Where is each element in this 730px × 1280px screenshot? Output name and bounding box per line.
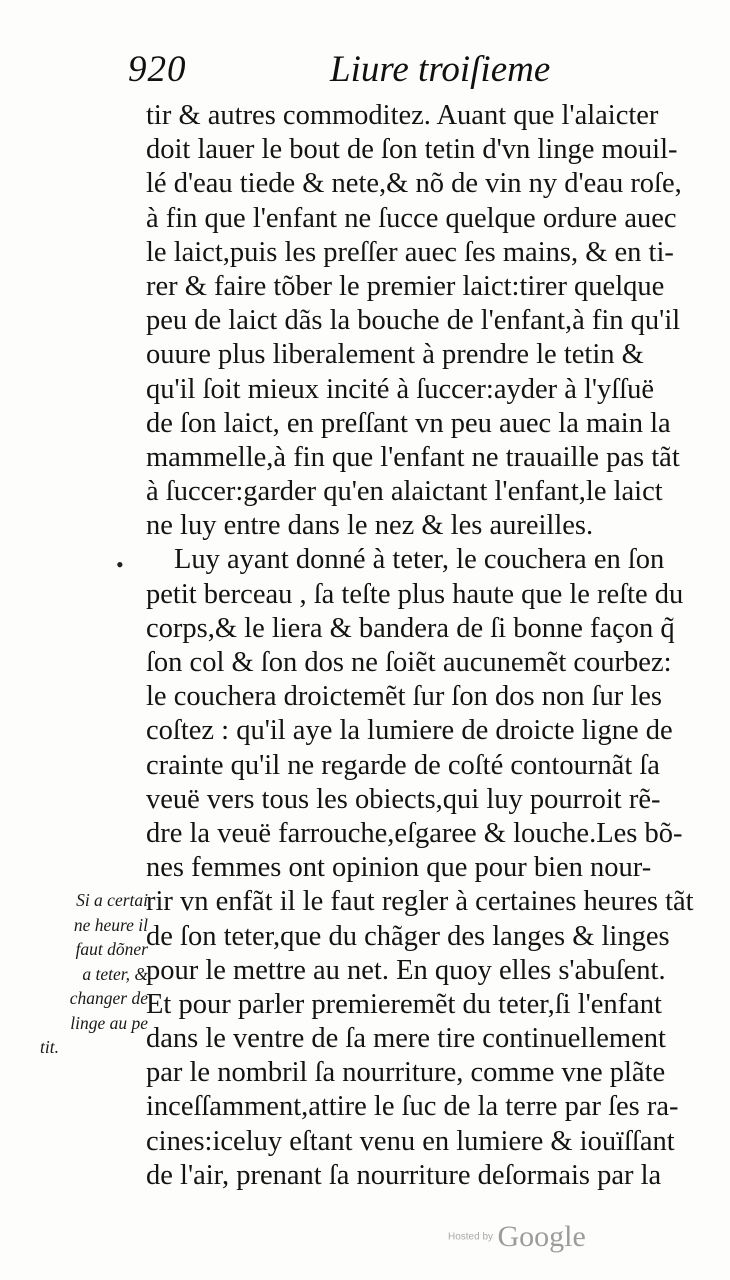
margin-note-line: tit. bbox=[40, 1037, 59, 1057]
text-line: coſtez : qu'il aye la lumiere de droicte ligne de bbox=[146, 715, 673, 747]
text-line: de ſon laict, en preſſant vn peu auec la main la bbox=[146, 407, 671, 439]
text-line: dre la veuë farrouche,eſgaree & louche.Les bõ- bbox=[146, 817, 683, 849]
text-line: mammelle,à fin que l'enfant ne trauaille pas tãt bbox=[146, 441, 680, 473]
google-logo: Google bbox=[497, 1220, 586, 1253]
text-line: corps,& le liera & bandera de ſi bonne façon q̃ bbox=[146, 612, 675, 644]
page-header bbox=[0, 48, 730, 96]
text-line: le laict,puis les preſſer auec ſes mains, & en ti- bbox=[146, 236, 674, 268]
text-line: petit berceau , ſa teſte plus haute que le reſte du bbox=[146, 578, 684, 610]
text-line: ſon col & ſon dos ne ſoiẽt aucunemẽt courbez: bbox=[146, 647, 672, 678]
text-line: de ſon teter,que du chãger des langes & linges bbox=[146, 920, 670, 952]
body-text bbox=[146, 99, 708, 1193]
text-line: cines:iceluy eſtant venu en lumiere & iouïſſant bbox=[146, 1125, 675, 1157]
text-line: peu de laict dãs la bouche de l'enfant,à fin qu'il bbox=[146, 305, 681, 337]
text-line: veuë vers tous les obiects,qui luy pourroit rẽ- bbox=[146, 783, 661, 815]
margin-note-line: Si a certai bbox=[76, 890, 148, 910]
running-head: Liure troiſieme bbox=[330, 49, 551, 90]
margin-note bbox=[40, 888, 148, 1060]
text-line: lé d'eau tiede & nete,& nõ de vin ny d'eau roſe, bbox=[146, 168, 682, 200]
page-number: 920 bbox=[128, 49, 187, 90]
text-line: inceſſamment,attire le ſuc de la terre par ſes ra- bbox=[146, 1091, 679, 1123]
text-line: à ſuccer:garder qu'en alaictant l'enfant,le laict bbox=[146, 476, 663, 508]
text-line: Et pour parler premieremẽt du teter,ſi l'enfant bbox=[146, 988, 662, 1020]
text-line: ouure plus liberalement à prendre le tetin & bbox=[146, 339, 644, 371]
hosted-by-label: Hosted by bbox=[448, 1231, 494, 1243]
margin-note-line: changer de bbox=[69, 988, 148, 1008]
text-line: crainte qu'il ne regarde de coſté contournãt ſa bbox=[146, 749, 660, 781]
digitization-credit bbox=[448, 1220, 586, 1254]
text-line: à fin que l'enfant ne ſucce quelque ordure auec bbox=[146, 202, 677, 234]
paragraph-start-line: Luy ayant donné à teter, le couchera en ſon bbox=[174, 544, 665, 576]
text-line: par le nombril ſa nourriture, comme vne plãte bbox=[146, 1057, 666, 1089]
text-line: pour le mettre au net. En quoy elles s'abuſent. bbox=[146, 954, 666, 986]
text-line: rer & faire tõber le premier laict:tirer quelque bbox=[146, 270, 665, 302]
margin-note-line: linge au pe bbox=[70, 1012, 148, 1033]
text-line: dans le ventre de ſa mere tire continuellement bbox=[146, 1023, 666, 1055]
text-line: ne luy entre dans le nez & les aureilles. bbox=[146, 510, 594, 542]
margin-note-line: ne heure il bbox=[73, 914, 148, 935]
text-line: nes femmes ont opinion que pour bien nour- bbox=[146, 852, 652, 884]
text-line: de l'air, prenant ſa nourriture deſormais par la bbox=[146, 1159, 662, 1191]
text-line: qu'il ſoit mieux incité à ſuccer:ayder à l'yſſuë bbox=[146, 373, 655, 405]
text-line: doit lauer le bout de ſon tetin d'vn linge mouil- bbox=[146, 134, 678, 166]
text-line: rir vn enfãt il le faut regler à certaines heures tãt bbox=[146, 886, 694, 918]
margin-bullet: • bbox=[116, 552, 124, 577]
text-line: tir & autres commoditez. Auant que l'alaicter bbox=[146, 100, 659, 131]
margin-note-line: a teter, & bbox=[82, 963, 148, 984]
text-line: le couchera droictemẽt ſur ſon dos non ſur les bbox=[146, 681, 663, 713]
margin-note-line: faut dõner bbox=[75, 939, 148, 959]
